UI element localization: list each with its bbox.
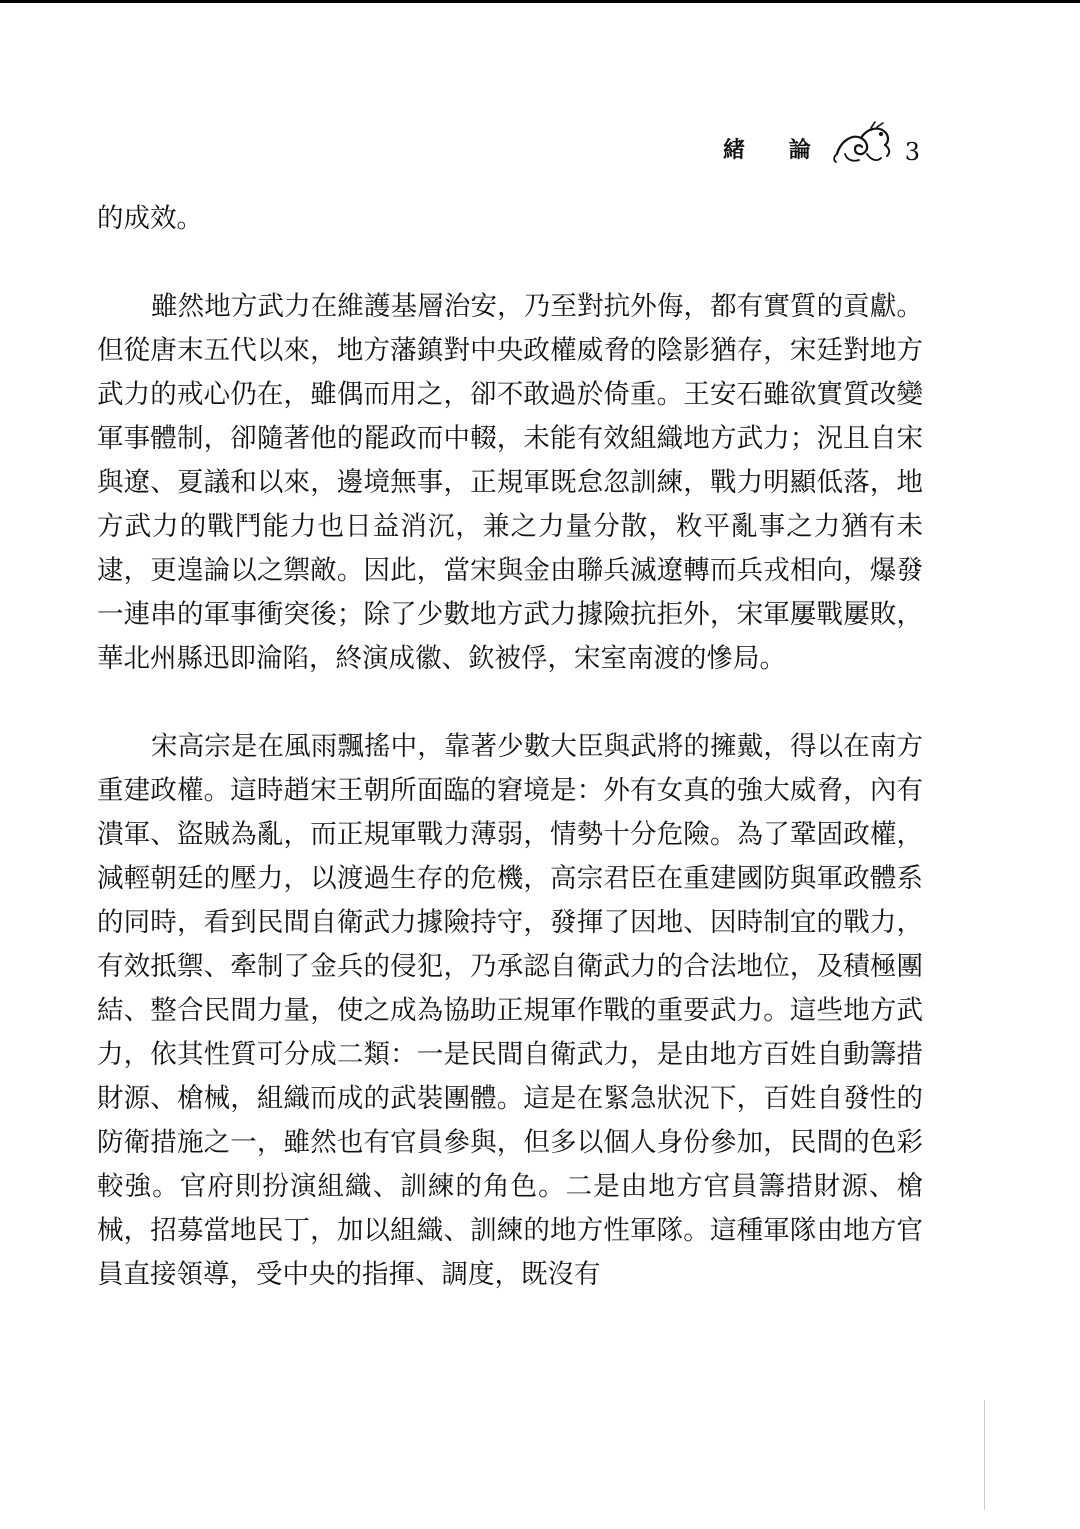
page-number: 3 <box>904 138 920 166</box>
paragraph-continuation: 的成效。 <box>97 203 203 234</box>
paragraph-local-forces: 雖然地方武力在維護基層治安，乃至對抗外侮，都有實質的貢獻。但從唐末五代以來，地方藩鎮對中央政權威脅的陰影猶存，宋廷對地方武力的戒心仍在，雖偶而用之，卻不敢過於倚重。王安石雖欲實質改變軍事體制，卻隨著他的罷政而中輟，未能有效組織地方武力；況且自宋與遼、夏議和以來，邊境無事，正規軍既怠忽訓練，戰力明顯低落，地方武力的戰鬥能力也日益消沉，兼之力量分散，敉平亂事之力猶有未逮，更遑論以之禦敵。因此，當宋與金由聯兵滅遼轉而兵戎相向，爆發一連串的軍事衝突後；除了少數地方武力據險抗拒外，宋軍屢戰屢敗，華北州縣迅即淪陷，終演成徽、欽被俘，宋室南渡的慘局。 <box>97 291 923 674</box>
dragon-ornament-icon <box>831 120 895 168</box>
paragraph-gaozong: 宋高宗是在風雨飄搖中，靠著少數大臣與武將的擁戴，得以在南方重建政權。這時趙宋王朝所面臨的窘境是：外有女真的強大威脅，內有潰軍、盜賊為亂，而正規軍戰力薄弱，情勢十分危險。為了鞏固政權，減輕朝廷的壓力，以渡過生存的危機，高宗君臣在重建國防與軍政體系的同時，看到民間自衛武力據險持守，發揮了因地、因時制宜的戰力，有效抵禦、牽制了金兵的侵犯，乃承認自衛武力的合法地位，及積極團結、整合民間力量，使之成為協助正規軍作戰的重要武力。這些地方武力，依其性質可分成二類：一是民間自衛武力，是由地方百姓自動籌措財源、槍械，組織而成的武裝團體。這是在緊急狀況下，百姓自發性的防衛措施之一，雖然也有官員參與，但多以個人身份參加，民間的色彩較強。官府則扮演組織、訓練的角色。二是由地方官員籌措財源、槍械，招募當地民丁，加以組織、訓練的地方性軍隊。這種軍隊由地方官員直接領導，受中央的指揮、調度，既沒有 <box>97 731 923 1290</box>
body-text <box>97 197 923 1297</box>
scan-edge-line <box>984 1400 985 1510</box>
chapter-title: 緒 論 <box>723 137 829 163</box>
running-header <box>723 108 920 168</box>
page-top-border <box>0 0 1080 3</box>
